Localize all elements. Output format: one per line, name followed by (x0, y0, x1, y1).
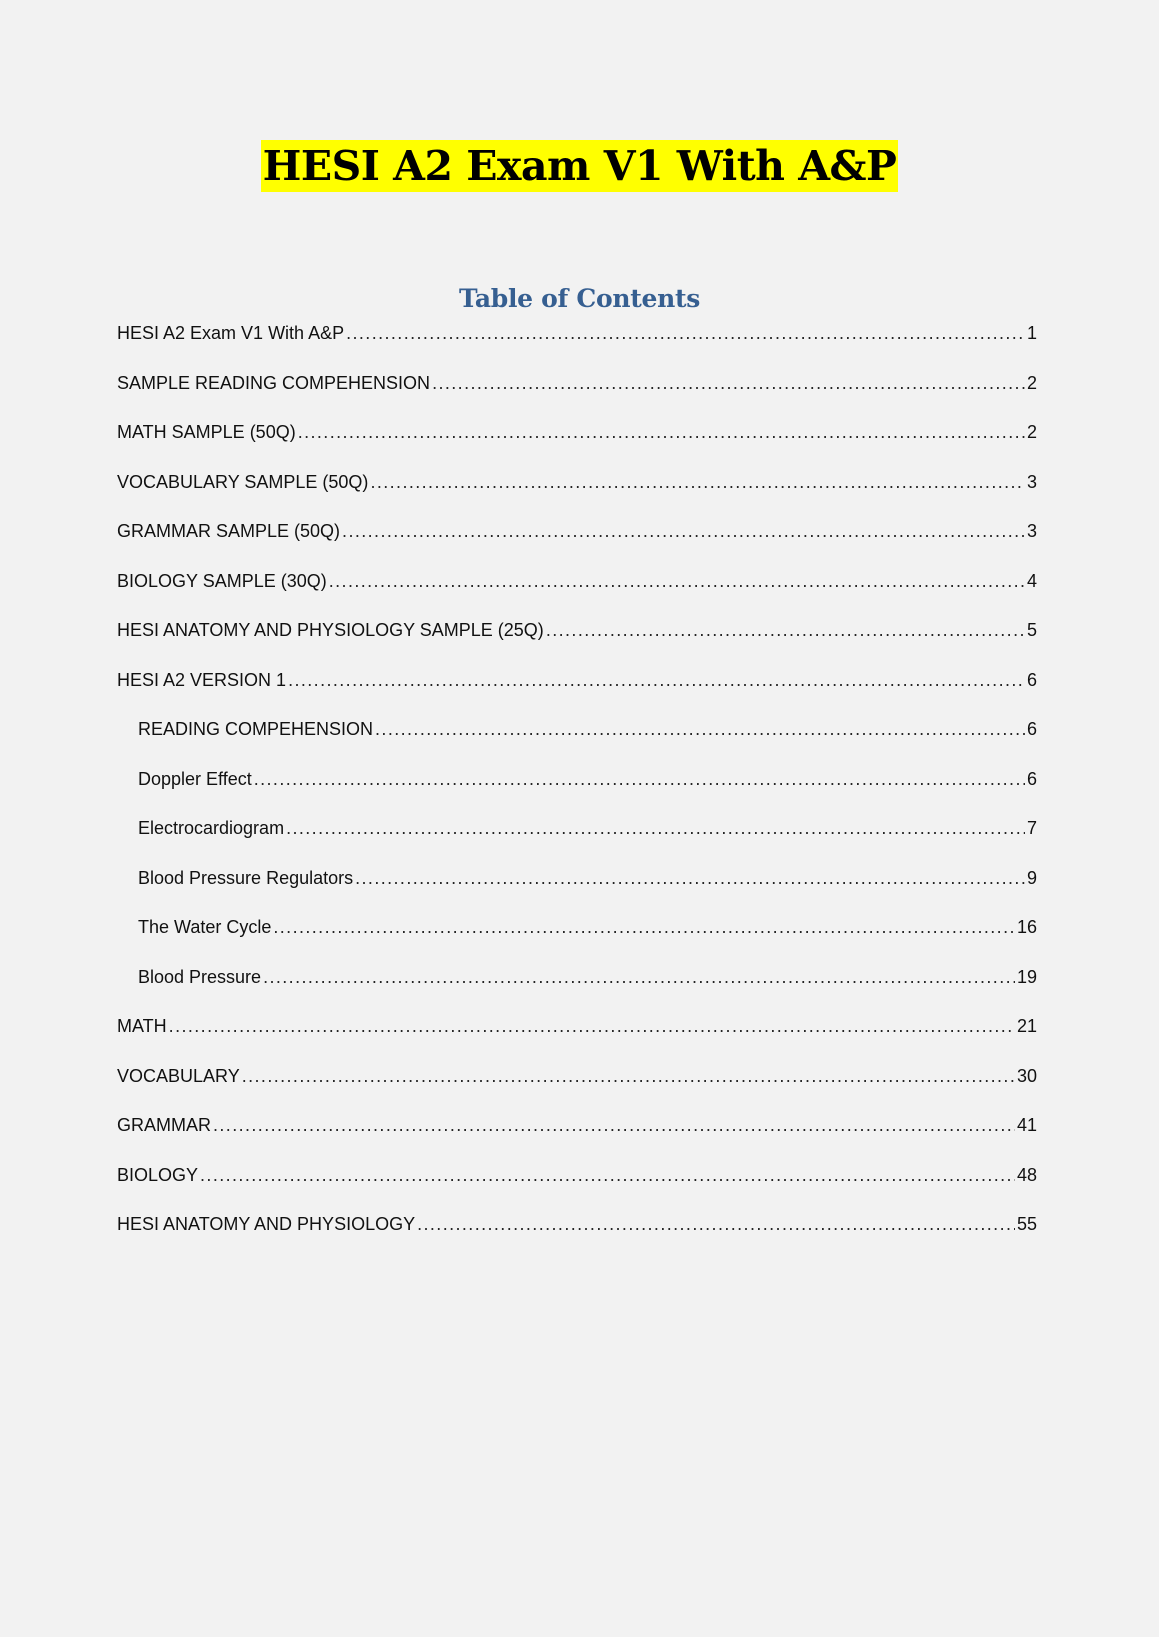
toc-entry-page-number: 5 (1026, 620, 1037, 640)
toc-entry-page-number: 6 (1026, 669, 1037, 690)
toc-entry[interactable] (117, 768, 1037, 818)
toc-entry[interactable] (117, 867, 1037, 917)
toc-entry[interactable] (117, 520, 1037, 570)
toc-dot-leader (355, 867, 1025, 889)
toc-entry[interactable] (117, 718, 1037, 768)
toc-dot-leader (546, 619, 1025, 641)
toc-entry[interactable] (117, 1065, 1037, 1115)
toc-entry-label: VOCABULARY (117, 1065, 240, 1086)
toc-dot-leader (213, 1114, 1015, 1136)
toc-dot-leader (242, 1065, 1015, 1087)
toc-dot-leader (375, 718, 1025, 740)
toc-entry-label: MATH (117, 1016, 167, 1036)
toc-entry[interactable] (117, 1213, 1037, 1263)
toc-entry-label: The Water Cycle (138, 917, 272, 937)
toc-entry[interactable] (117, 1164, 1037, 1214)
toc-dot-leader (432, 372, 1025, 394)
toc-dot-leader (370, 471, 1025, 493)
toc-dot-leader (288, 669, 1025, 691)
toc-entry-label: HESI A2 Exam V1 With A&P (117, 323, 345, 343)
title-block (0, 140, 1159, 192)
toc-entry[interactable] (117, 471, 1037, 521)
toc-entry[interactable] (117, 570, 1037, 620)
toc-entry[interactable] (117, 1114, 1037, 1164)
toc-entry-page-number: 3 (1026, 521, 1037, 541)
toc-entry[interactable] (117, 1015, 1037, 1065)
toc-dot-leader (169, 1015, 1015, 1037)
toc-dot-leader (263, 966, 1015, 988)
toc-dot-leader (342, 520, 1025, 542)
toc-entry-page-number: 55 (1016, 1214, 1037, 1234)
toc-entry-label: Doppler Effect (138, 768, 252, 789)
toc-dot-leader (298, 421, 1025, 443)
toc-entry-page-number: 30 (1016, 1065, 1037, 1086)
toc-dot-leader (417, 1213, 1015, 1235)
toc-entry-label: BIOLOGY SAMPLE (30Q) (117, 570, 327, 591)
toc-entry-label: MATH SAMPLE (50Q) (117, 422, 296, 442)
toc-entry-label: VOCABULARY SAMPLE (50Q) (117, 471, 369, 492)
toc-dot-leader (329, 570, 1025, 592)
toc-entry-page-number: 6 (1026, 719, 1037, 739)
toc-entry[interactable] (117, 619, 1037, 669)
toc-entry-label: Blood Pressure (138, 966, 262, 987)
toc-entry-page-number: 16 (1016, 917, 1037, 937)
toc-entry-label: SAMPLE READING COMPEHENSION (117, 372, 431, 393)
toc-entry-page-number: 2 (1026, 372, 1037, 393)
toc-dot-leader (273, 916, 1015, 938)
toc-entry-page-number: 9 (1026, 867, 1037, 888)
toc-dot-leader (346, 322, 1025, 344)
toc-entry[interactable] (117, 372, 1037, 422)
toc-dot-leader (286, 817, 1025, 839)
toc-dot-leader (254, 768, 1025, 790)
toc-entry-label: Blood Pressure Regulators (138, 867, 354, 888)
toc-entry-label: BIOLOGY (117, 1164, 199, 1185)
toc-entry[interactable] (117, 322, 1037, 372)
toc-entry-label: HESI ANATOMY AND PHYSIOLOGY SAMPLE (25Q) (117, 620, 544, 640)
toc-entry[interactable] (117, 916, 1037, 966)
table-of-contents (117, 322, 1037, 1263)
toc-entry-page-number: 3 (1026, 471, 1037, 492)
toc-entry-label: GRAMMAR SAMPLE (50Q) (117, 521, 341, 541)
toc-entry[interactable] (117, 669, 1037, 719)
toc-entry-page-number: 21 (1016, 1016, 1037, 1036)
toc-entry-label: GRAMMAR (117, 1115, 211, 1135)
toc-entry[interactable] (117, 421, 1037, 471)
toc-dot-leader (200, 1164, 1015, 1186)
toc-entry-page-number: 41 (1016, 1115, 1037, 1135)
toc-entry-page-number: 2 (1026, 422, 1037, 442)
toc-entry-label: READING COMPEHENSION (138, 719, 374, 739)
toc-entry-page-number: 19 (1016, 966, 1037, 987)
document-title: HESI A2 Exam V1 With A&P (262, 142, 897, 190)
toc-entry-label: HESI A2 VERSION 1 (117, 669, 287, 690)
toc-entry[interactable] (117, 817, 1037, 867)
toc-entry-page-number: 4 (1026, 570, 1037, 591)
toc-entry-page-number: 7 (1026, 818, 1037, 838)
toc-entry-page-number: 6 (1026, 768, 1037, 789)
toc-heading: Table of Contents (458, 284, 701, 313)
toc-entry-page-number: 1 (1026, 323, 1037, 343)
toc-entry-page-number: 48 (1016, 1164, 1037, 1185)
toc-entry-label: Electrocardiogram (138, 818, 285, 838)
toc-entry[interactable] (117, 966, 1037, 1016)
toc-entry-label: HESI ANATOMY AND PHYSIOLOGY (117, 1214, 416, 1234)
